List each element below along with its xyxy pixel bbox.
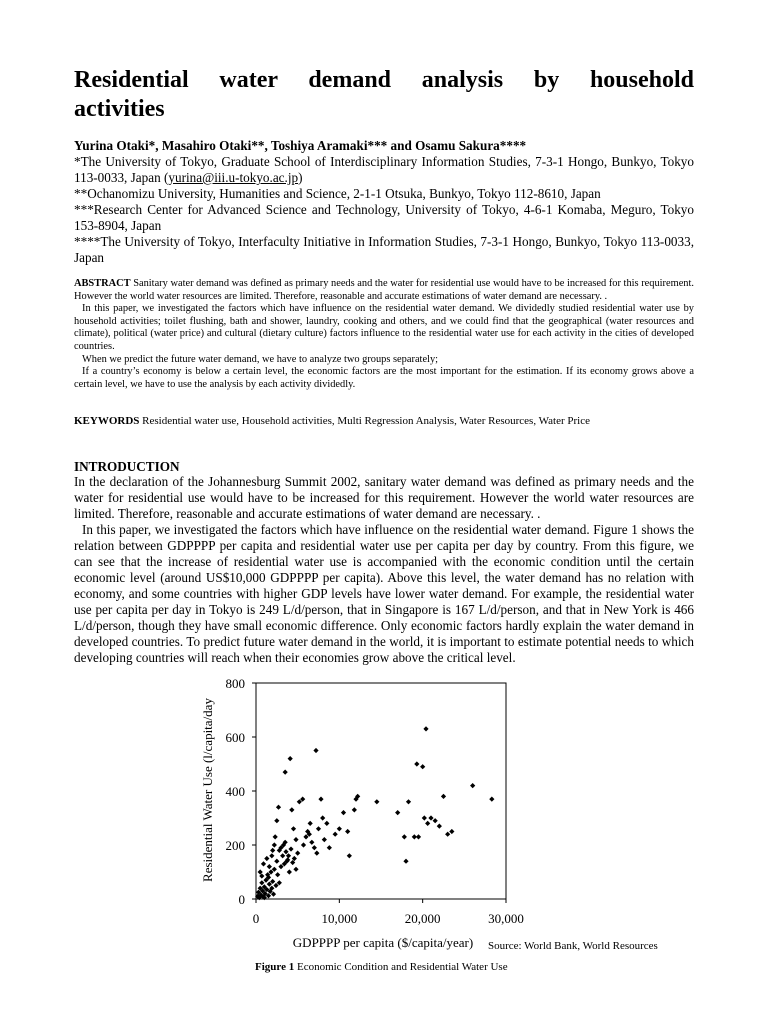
keywords-label: KEYWORDS [74, 415, 140, 427]
affiliation-1: *The University of Tokyo, Graduate School of Interdisciplinary Information Studies, 7-3-1 Hongo, Bunkyo, Tokyo 113-0033, Japan (yurina@iii.u-tokyo.ac.jp) [74, 154, 694, 185]
data-point [288, 756, 293, 761]
data-point [445, 832, 450, 837]
y-tick-label: 0 [238, 892, 245, 907]
data-point [286, 853, 291, 858]
data-point [280, 853, 285, 858]
data-point [313, 748, 318, 753]
y-tick-label: 200 [225, 838, 245, 853]
abstract-p1: ABSTRACT Sanitary water demand was defined as primary needs and the water for residential use would have to be increased for this requirement. However the world water resources are limited. Therefore, reasonable and accurate estimations of water demand are necessary. . [74, 278, 694, 302]
data-point [470, 783, 475, 788]
data-point [264, 856, 269, 861]
data-point [333, 832, 338, 837]
data-point [433, 818, 438, 823]
y-axis-label: Residential Water Use (l/capita/day [200, 698, 215, 882]
affiliation-4: ****The University of Tokyo, Interfaculty Initiative in Information Studies, 7-3-1 Hongo, Bunkyo, Tokyo 113-0033, Japan [74, 234, 694, 265]
y-tick-label: 600 [225, 730, 245, 745]
abstract-p4: If a country’s economy is below a certain level, the economic factors are the most important for the estimation. If its economy grows above a certain level, we have to use the analysis by each activity dividedly. [74, 366, 694, 390]
data-point [273, 834, 278, 839]
x-tick-label: 20,000 [404, 911, 441, 926]
data-point [308, 821, 313, 826]
data-point [259, 880, 264, 885]
authors: Yurina Otaki*, Masahiro Otaki**, Toshiya Aramaki*** and Osamu Sakura**** [74, 138, 527, 153]
data-point [416, 834, 421, 839]
data-point [402, 834, 407, 839]
x-tick-label: 10,000 [321, 911, 358, 926]
data-point [423, 726, 428, 731]
data-point [347, 853, 352, 858]
data-point [420, 764, 425, 769]
data-point [289, 807, 294, 812]
data-point [269, 853, 274, 858]
x-tick-label: 30,000 [488, 911, 524, 926]
data-point [314, 851, 319, 856]
x-axis-label: GDPPPP per capita ($/capita/year) [292, 935, 474, 950]
keywords: KEYWORDS Residential water use, Household activities, Multi Regression Analysis, Water Resources, Water Price [74, 415, 590, 427]
scatter-chart [195, 672, 535, 954]
data-point [324, 821, 329, 826]
title-line-2: activities [74, 96, 165, 122]
data-point [489, 797, 494, 802]
data-point [437, 824, 442, 829]
email-link[interactable]: yurina@iii.u-tokyo.ac.jp [168, 170, 299, 185]
data-point [267, 864, 272, 869]
data-point [293, 837, 298, 842]
data-point [301, 842, 306, 847]
data-point [414, 761, 419, 766]
data-point [322, 837, 327, 842]
intro-paragraph-2: In this paper, we investigated the factors which have influence on the residential water demand. Figure 1 shows the relation between GDPPPP per capita and residential water use per capita per day by country. From this figure, we can see that the increase of residential water use is accompanied with the economic condition until the certain economic level (around US$10,000 GDPPPP per capita). Above this level, the water demand has no relation with economy, and some countries with higher GDP levels have lower water demand. For example, the residential water use per capita per day in Tokyo is 249 L/d/person, that in Singapore is 167 L/d/person, and that in New York is 466 L/d/person, though they have small economic difference. Only economic factors hardly explain the water demand in developed countries. To predict future water demand in the world, it is important to estimate potential needs to which developing countries will reach when their economies grow above the critical level. [74, 522, 694, 665]
data-point [345, 829, 350, 834]
data-point [320, 815, 325, 820]
data-point [295, 851, 300, 856]
data-point [309, 840, 314, 845]
data-point [291, 826, 296, 831]
data-point [288, 846, 293, 851]
data-point [261, 861, 266, 866]
data-point [283, 849, 288, 854]
data-point [406, 799, 411, 804]
data-point [337, 826, 342, 831]
data-point [352, 807, 357, 812]
data-point [270, 848, 275, 853]
abstract-p2: In this paper, we investigated the factors which have influence on the residential water demand. We dividedly studied residential water use by household activities; toilet flushing, bath and shower, laundry, cooking and others, and we could find that the geographical (water resources and climate), political (water price) and cultural (dietary culture) factors influence to the residential water use for each activity in the cities of developed countries. [74, 303, 694, 352]
data-point [283, 770, 288, 775]
data-point [395, 810, 400, 815]
data-point [327, 845, 332, 850]
abstract [74, 278, 694, 391]
y-tick-label: 800 [225, 676, 245, 691]
affiliation-3: ***Research Center for Advanced Science and Technology, University of Tokyo, 4-6-1 Komaba, Meguro, Tokyo 153-8904, Japan [74, 202, 694, 233]
data-point [422, 815, 427, 820]
data-point [274, 818, 279, 823]
data-point [274, 859, 279, 864]
data-point [276, 805, 281, 810]
data-point [293, 867, 298, 872]
data-point [441, 794, 446, 799]
data-point [425, 821, 430, 826]
data-point [428, 815, 433, 820]
data-point [449, 829, 454, 834]
figure-caption-label: Figure 1 [255, 961, 295, 973]
affiliation-2: **Ochanomizu University, Humanities and Science, 2-1-1 Otsuka, Bunkyo, Tokyo 112-8610, Japan [74, 186, 601, 201]
abstract-p3: When we predict the future water demand, we have to analyze two groups separately; [82, 353, 439, 365]
x-tick-label: 0 [252, 911, 260, 926]
figure-source: Source: World Bank, World Resources [488, 940, 658, 952]
data-point [275, 872, 280, 877]
data-point [272, 842, 277, 847]
y-tick-label: 400 [225, 784, 245, 799]
data-point [318, 797, 323, 802]
data-point [341, 810, 346, 815]
data-point [316, 826, 321, 831]
abstract-label: ABSTRACT [74, 278, 131, 289]
data-point [312, 845, 317, 850]
data-point [374, 799, 379, 804]
data-point [403, 859, 408, 864]
intro-paragraph-1: In the declaration of the Johannesburg Summit 2002, sanitary water demand was defined as primary needs and the water for residential use would have to be increased for this requirement. However the world water resources are limited. Therefore, reasonable and accurate estimations of water demand are necessary. . [74, 474, 694, 521]
data-point [287, 869, 292, 874]
section-heading-introduction: INTRODUCTION [74, 459, 180, 474]
plot-area [256, 683, 506, 899]
title-line-1: Residential water demand analysis by household [74, 67, 694, 93]
paper-title [74, 66, 694, 124]
figure-caption: Figure 1 Economic Condition and Residential Water Use [255, 961, 508, 973]
